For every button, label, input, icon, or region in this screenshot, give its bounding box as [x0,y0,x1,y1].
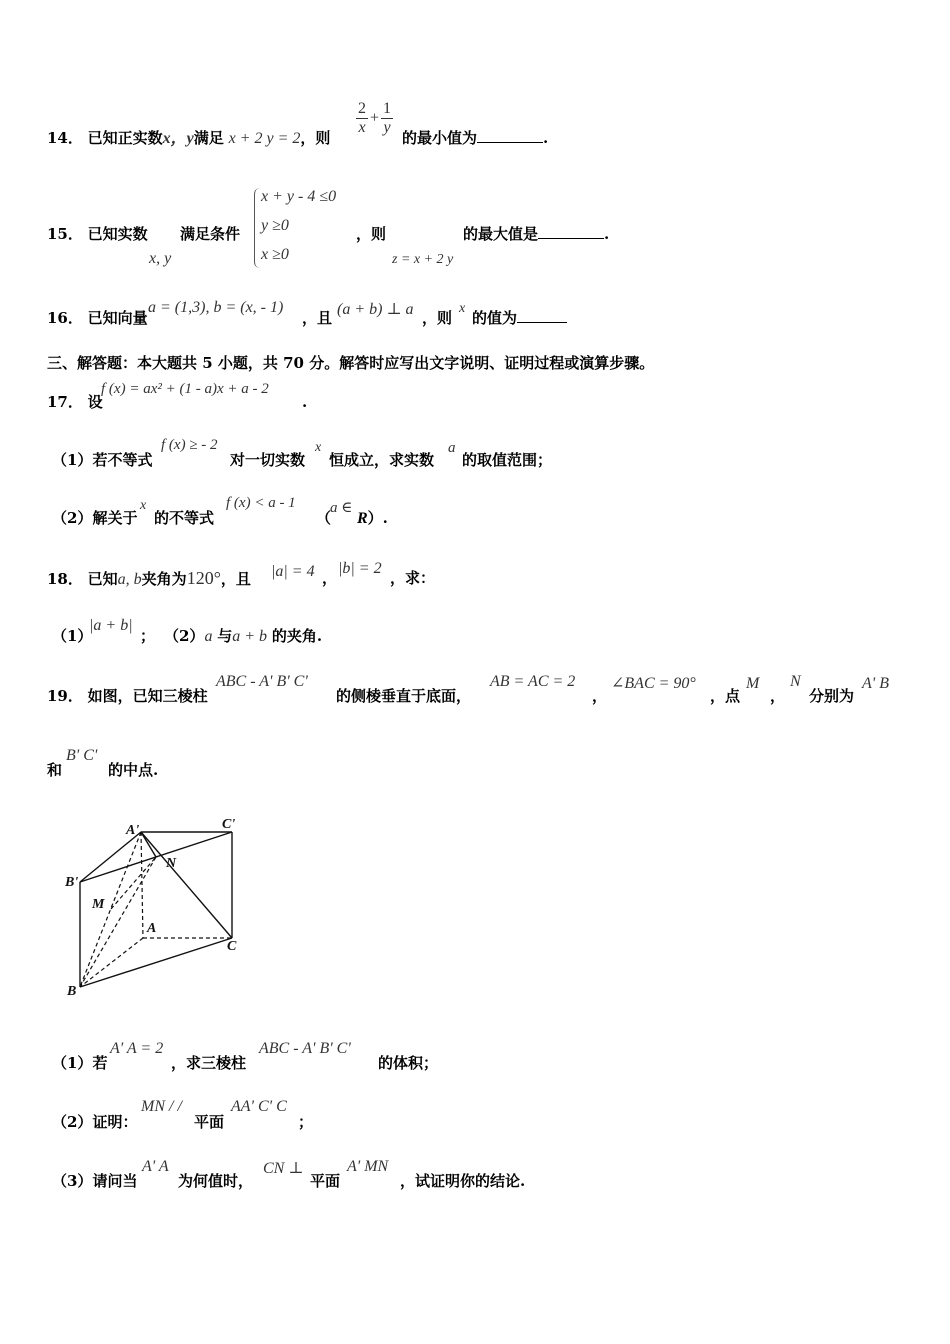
question-15 [47,224,148,244]
q14-vars: x，y [162,130,194,147]
q18-comma: ， [322,569,338,587]
q15-constraint-1: x + y - 4 ≤0 [261,188,337,205]
section-3-heading: 三、解答题：本大题共 5 小题，共 70 分。解答时应写出文字说明、证明过程或演算步骤。 [47,354,655,372]
q19-N: N [790,673,801,690]
q14-text-2: 满足 [193,129,224,147]
q19-p2-plane: AA' C' C [231,1098,287,1115]
q15-brace [254,188,261,268]
q17-p2-text-2: 的不等式 [154,509,215,527]
q15-constraint-3: x ≥0 [261,246,289,263]
question-14 [47,128,330,149]
question-16 [47,308,148,328]
q17-p1-a: a [448,440,456,456]
segment-a1n [141,832,156,857]
q19-angle: ∠BAC = 90° [611,675,696,692]
q16-answer-blank [517,308,567,323]
q19-p3-aa: A' A [142,1158,169,1175]
q19-number: 19． [47,687,83,705]
q19-p1-prism: ABC - A' B' C' [259,1040,351,1057]
q17-part-2: （2）解关于 [52,509,138,527]
question-17 [47,392,103,412]
label-b: B [67,984,77,999]
q16-x: x [459,301,466,316]
q19-segment-ab: A' B [862,675,889,692]
q18-text-2: 夹角为 [141,570,187,588]
q15-text-1: 已知实数 [87,225,148,243]
q14-text-4: 的最小值为 [402,129,478,147]
q19-line-2: 和 [47,761,63,779]
q19-line-2-tail: 的中点. [108,761,159,779]
label-c1: C' [222,817,236,832]
q15-answer-blank [538,224,604,239]
q18-norm-b: |b| = 2 [338,560,382,577]
q19-p2-semicolon: ； [298,1113,314,1131]
q17-p1-x: x [315,440,322,455]
q19-part-2: （2）证明： [52,1113,138,1131]
q17-p1-text-3: 恒成立，求实数 [329,451,435,469]
q18-text-1: 已知 [87,570,118,588]
q19-segment-bc: B' C' [66,747,98,764]
q17-p2-inequality: f (x) < a - 1 [226,495,296,511]
q14-tail: 的最小值为 . [402,129,549,147]
question-18 [47,568,251,590]
q19-p3-text-3: 平面 [310,1172,341,1190]
q18-norm-a: |a| = 4 [271,563,315,580]
label-c: C [227,939,237,954]
q17-text-1: 设 [87,393,103,411]
q14-text-1: 已知正实数 [87,129,163,147]
q15-text-2: 满足条件 [180,225,241,243]
q14-fraction-1: $\frac{2}{x}$ [358,100,366,136]
q16-number: 16． [47,309,83,327]
q17-p1-text-2: 对一切实数 [230,451,306,469]
label-a1: A' [126,823,140,838]
q19-p1-text-3: 的体积； [378,1054,439,1072]
q19-prism: ABC - A' B' C' [216,673,308,690]
label-a: A [147,921,157,936]
q19-equal-sides: AB = AC = 2 [490,673,576,690]
edge-bc [80,938,232,987]
q17-end: . [302,393,308,411]
q17-function: f (x) = ax² + (1 - a)x + a - 2 [101,381,269,397]
q19-p3-text-2: 为何值时， [178,1172,254,1190]
q19-part-3: （3）请问当 [52,1172,138,1190]
q15-objective: z = x + 2 y [392,252,454,267]
label-m: M [92,897,105,912]
q19-p1-condition: A' A = 2 [110,1040,164,1057]
label-b1: B' [65,875,79,890]
q18-part-1: （1） [52,627,93,645]
q19-comma: ， [592,687,608,705]
q19-p2-text-2: 平面 [194,1113,225,1131]
q17-p2-condition: a ∈ [330,500,353,516]
prism-figure [56,812,256,1002]
q17-number: 17． [47,393,83,411]
q16-text-2: ，且 [302,309,333,327]
q15-vars: x, y [149,250,172,267]
edge-a1b1 [80,832,141,882]
q18-p1-semicolon: ； [140,627,156,645]
q19-p3-plane: A' MN [347,1158,389,1175]
hidden-segment-nb [80,857,156,987]
q17-p1-inequality: f (x) ≥ - 2 [161,437,218,453]
q19-comma-2: ， [770,687,786,705]
q16-vectors: a = (1,3), b = (x, - 1) [148,299,284,316]
q17-p2-paren-open: （ [316,509,332,527]
q19-part-1: （1）若 [52,1054,108,1072]
q19-text-4: 分别为 [809,687,855,705]
q16-text-1: 已知向量 [87,309,148,327]
q18-ab: a, b [117,571,142,588]
q19-p3-text-4: ，试证明你的结论. [400,1172,526,1190]
q19-p1-text-2: ，求三棱柱 [171,1054,247,1072]
hidden-edge-a1a [141,832,143,938]
q19-text-3: ，点 [710,687,741,705]
hidden-segment-a1b [80,832,141,987]
q14-fraction-2: $\frac{1}{y}$ [383,100,392,136]
label-n: N [166,856,177,871]
q19-M: M [746,675,760,692]
q18-number: 18． [47,570,83,588]
q16-tail: 的值为 [472,308,567,328]
q15-number: 15． [47,225,83,243]
q14-expression [354,100,395,137]
q15-tail: 的最大值是 . [463,225,610,243]
q16-condition: (a + b) ⊥ a [337,301,414,318]
q15-constraint-2: y ≥0 [261,217,289,234]
q14-text-3: ，则 [300,129,331,147]
q19-text-1: 如图，已知三棱柱 [87,687,208,705]
q19-p3-cn: CN ⊥ [263,1160,304,1177]
q14-condition: x + 2 y = 2 [228,130,301,147]
q19-p2-mn: MN / / [141,1098,182,1115]
question-19 [47,686,208,706]
q18-text-3: ，且 [220,570,251,588]
q15-text-3: ，则 [356,225,387,243]
q17-p2-tail: R）. [357,509,388,527]
q18-part-2: （2）a 与a + b 的夹角. [164,627,323,645]
q19-text-2: 的侧棱垂直于底面， [336,687,472,705]
q14-number: 14． [47,129,83,147]
q17-part-1: （1）若不等式 [52,451,153,469]
q14-plus: + [370,109,380,127]
q17-p2-x: x [140,498,147,513]
q18-text-4: ，求： [390,569,436,587]
q17-p1-text-4: 的取值范围； [462,451,553,469]
q16-text-3: ，则 [422,309,453,327]
q18-p1-expression: |a + b| [89,617,133,634]
q14-answer-blank [477,128,543,143]
q18-angle: 120° [186,568,221,588]
